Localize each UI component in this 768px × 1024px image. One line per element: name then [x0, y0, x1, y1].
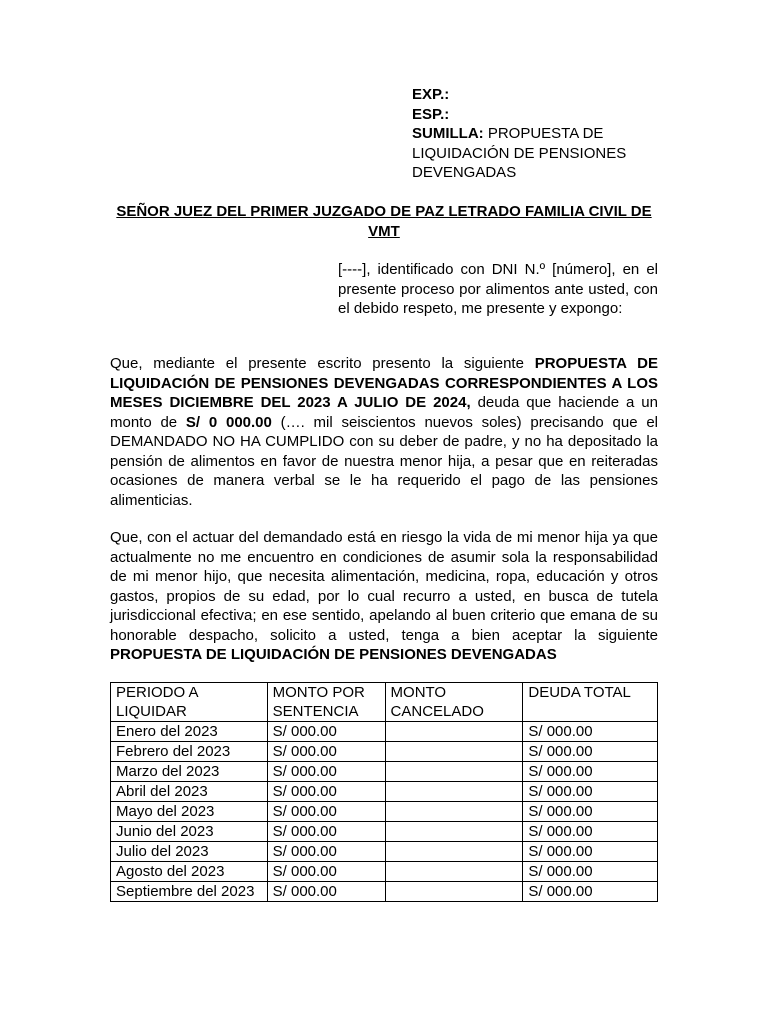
- cell-monto-cancelado: [385, 802, 523, 822]
- cell-deuda-total: S/ 000.00: [523, 862, 658, 882]
- p1-text-2: deuda que haciende a un monto de: [110, 394, 658, 431]
- header-monto-cancelado: MONTO CANCELADO: [385, 683, 523, 722]
- cell-periodo: Mayo del 2023: [111, 802, 268, 822]
- cell-monto-cancelado: [385, 762, 523, 782]
- cell-monto-cancelado: [385, 862, 523, 882]
- liquidation-table: [110, 682, 658, 902]
- cell-periodo: Junio del 2023: [111, 822, 268, 842]
- cell-periodo: Marzo del 2023: [111, 762, 268, 782]
- cell-deuda-total: S/ 000.00: [523, 722, 658, 742]
- cell-monto-sentencia: S/ 000.00: [267, 842, 385, 862]
- sumilla: [412, 124, 662, 183]
- cell-deuda-total: S/ 000.00: [523, 782, 658, 802]
- table-row: [111, 802, 658, 822]
- cell-deuda-total: S/ 000.00: [523, 842, 658, 862]
- esp-label: ESP.:: [412, 105, 450, 123]
- table-row: [111, 722, 658, 742]
- cell-periodo: Septiembre del 2023: [111, 882, 268, 902]
- table-row: [111, 842, 658, 862]
- header-monto-sentencia: MONTO POR SENTENCIA: [267, 683, 385, 722]
- cell-monto-sentencia: S/ 000.00: [267, 822, 385, 842]
- table-row: [111, 742, 658, 762]
- cell-periodo: Febrero del 2023: [111, 742, 268, 762]
- paragraph-1: [110, 354, 658, 510]
- cell-monto-cancelado: [385, 882, 523, 902]
- cell-monto-cancelado: [385, 742, 523, 762]
- p1-text-1: Que, mediante el presente escrito presento la siguiente: [110, 355, 535, 372]
- p1-bold-1: PROPUESTA DE LIQUIDACIÓN DE PENSIONES DEVENGADAS CORRESPONDIENTES A LOS MESES DICIEMBRE DEL 2023 A JULIO DE 2024,: [110, 355, 659, 411]
- p2-text-1: Que, con el actuar del demandado está en riesgo la vida de mi menor hija ya que actualmente no me encuentro en condiciones de asumir sola la responsabilidad de mi menor hijo, que necesita alimentación, medicina, ropa, educación y otros gastos, propios de su edad, por lo cual recurro a usted, en busca de tutela jurisdiccional efectiva; en ese sentido, apelando al buen criterio que emana de su honorable despacho, solicito a usted, tenga a bien aceptar la siguiente: [110, 529, 658, 644]
- table-row: [111, 882, 658, 902]
- document-title: SEÑOR JUEZ DEL PRIMER JUZGADO DE PAZ LETRADO FAMILIA CIVIL DE VMT: [116, 203, 652, 240]
- table-row: [111, 822, 658, 842]
- sumilla-text: PROPUESTA DE LIQUIDACIÓN DE PENSIONES DEVENGADAS: [412, 125, 627, 181]
- exp-label: EXP.:: [412, 86, 450, 103]
- cell-monto-sentencia: S/ 000.00: [267, 862, 385, 882]
- cell-monto-sentencia: S/ 000.00: [267, 742, 385, 762]
- table-row: [111, 762, 658, 782]
- cell-deuda-total: S/ 000.00: [523, 742, 658, 762]
- cell-monto-sentencia: S/ 000.00: [267, 782, 385, 802]
- cell-monto-cancelado: [385, 722, 523, 742]
- cell-monto-cancelado: [385, 782, 523, 802]
- cell-periodo: Julio del 2023: [111, 842, 268, 862]
- header-deuda-total: DEUDA TOTAL: [523, 683, 658, 722]
- table-header-row: [111, 683, 658, 722]
- cell-periodo: Enero del 2023: [111, 722, 268, 742]
- cell-deuda-total: S/ 000.00: [523, 762, 658, 782]
- cell-deuda-total: S/ 000.00: [523, 822, 658, 842]
- table-row: [111, 862, 658, 882]
- cell-monto-sentencia: S/ 000.00: [267, 802, 385, 822]
- intro-paragraph: [----], identificado con DNI N.º [número], en el presente proceso por alimentos ante usted, con el debido respeto, me presente y expongo:: [338, 261, 658, 317]
- document-header: [412, 85, 662, 183]
- cell-periodo: Abril del 2023: [111, 782, 268, 802]
- sumilla-label: SUMILLA:: [412, 125, 484, 142]
- cell-deuda-total: S/ 000.00: [523, 882, 658, 902]
- table-row: [111, 782, 658, 802]
- cell-monto-cancelado: [385, 822, 523, 842]
- cell-periodo: Agosto del 2023: [111, 862, 268, 882]
- cell-monto-sentencia: S/ 000.00: [267, 882, 385, 902]
- p1-text-3: (…. mil seiscientos nuevos soles) precisando que el DEMANDADO NO HA CUMPLIDO con su deber de padre, y no ha depositado la pensión de alimentos en favor de nuestra menor hija, a pesar que en reiteradas ocasiones de manera verbal se le ha requerido el pago de las pensiones alimenticias.: [110, 413, 658, 509]
- cell-monto-sentencia: S/ 000.00: [267, 762, 385, 782]
- header-periodo: PERIODO A LIQUIDAR: [111, 683, 268, 722]
- paragraph-2: [110, 528, 658, 665]
- cell-monto-sentencia: S/ 000.00: [267, 722, 385, 742]
- cell-monto-cancelado: [385, 842, 523, 862]
- cell-deuda-total: S/ 000.00: [523, 802, 658, 822]
- p2-bold-1: PROPUESTA DE LIQUIDACIÓN DE PENSIONES DEVENGADAS: [110, 646, 557, 663]
- p1-amount: S/ 0 000.00: [185, 413, 272, 431]
